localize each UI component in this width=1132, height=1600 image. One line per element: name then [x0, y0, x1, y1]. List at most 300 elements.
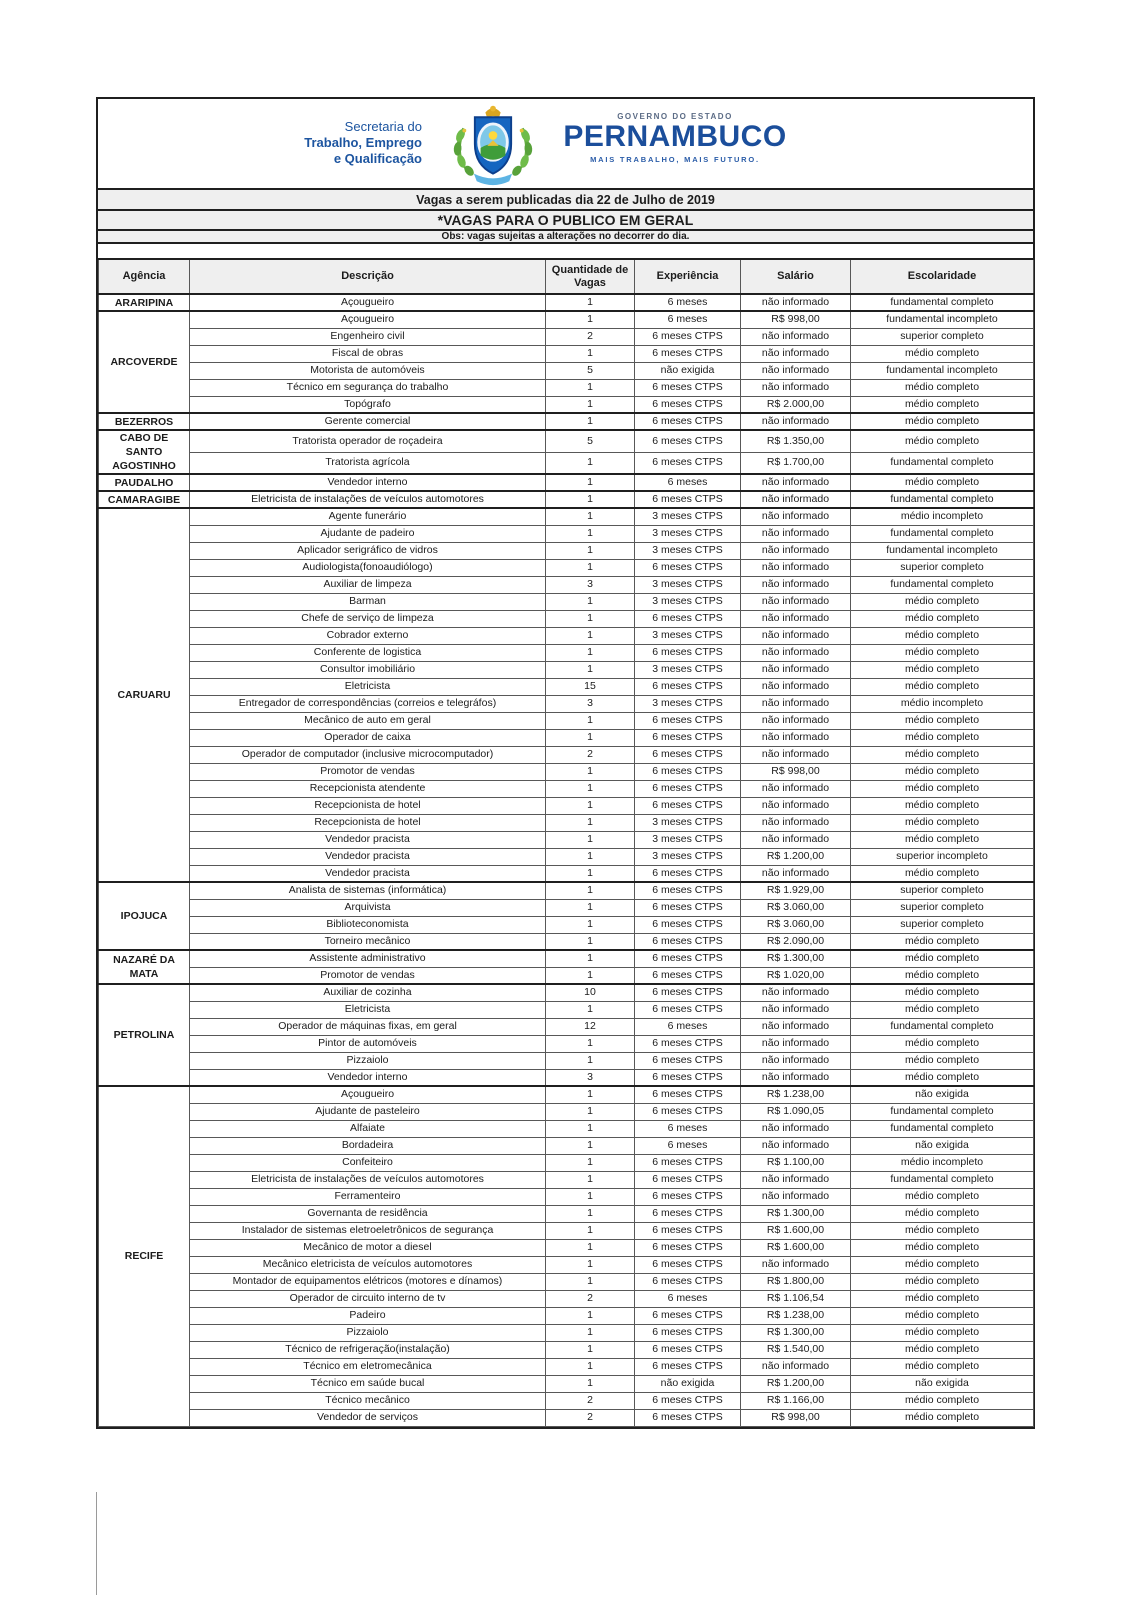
salary-cell: não informado: [741, 627, 851, 644]
education-cell: superior completo: [851, 882, 1034, 899]
description-cell: Governanta de residência: [190, 1205, 546, 1222]
salary-cell: não informado: [741, 593, 851, 610]
table-row: [99, 1290, 1034, 1307]
education-cell: médio completo: [851, 1188, 1034, 1205]
table-row: [99, 396, 1034, 413]
quantity-cell: 1: [546, 1154, 635, 1171]
experience-cell: 6 meses CTPS: [635, 950, 741, 967]
table-row: [99, 452, 1034, 474]
experience-cell: 6 meses CTPS: [635, 1086, 741, 1103]
salary-cell: não informado: [741, 474, 851, 491]
description-cell: Tratorista operador de roçadeira: [190, 430, 546, 452]
salary-cell: não informado: [741, 814, 851, 831]
salary-cell: não informado: [741, 644, 851, 661]
table-row: [99, 1222, 1034, 1239]
quantity-cell: 2: [546, 1290, 635, 1307]
quantity-cell: 1: [546, 933, 635, 950]
table-row: [99, 1358, 1034, 1375]
government-logo-topline: GOVERNO DO ESTADO: [617, 112, 733, 121]
description-cell: Operador de computador (inclusive microcomputador): [190, 746, 546, 763]
experience-cell: 6 meses CTPS: [635, 345, 741, 362]
salary-cell: R$ 1.929,00: [741, 882, 851, 899]
education-cell: médio completo: [851, 1290, 1034, 1307]
experience-cell: 6 meses CTPS: [635, 933, 741, 950]
vacancies-table: [98, 258, 1034, 1427]
table-row: [99, 848, 1034, 865]
quantity-cell: 2: [546, 746, 635, 763]
quantity-cell: 1: [546, 848, 635, 865]
table-row: [99, 413, 1034, 430]
table-row: [99, 559, 1034, 576]
salary-cell: R$ 1.600,00: [741, 1239, 851, 1256]
experience-cell: 6 meses CTPS: [635, 899, 741, 916]
description-cell: Técnico em eletromecânica: [190, 1358, 546, 1375]
quantity-cell: 1: [546, 1035, 635, 1052]
description-cell: Operador de caixa: [190, 729, 546, 746]
table-row: [99, 780, 1034, 797]
description-cell: Arquivista: [190, 899, 546, 916]
description-cell: Ajudante de padeiro: [190, 525, 546, 542]
quantity-cell: 1: [546, 1307, 635, 1324]
education-cell: fundamental completo: [851, 452, 1034, 474]
table-row: [99, 1069, 1034, 1086]
salary-cell: não informado: [741, 695, 851, 712]
description-cell: Operador de máquinas fixas, em geral: [190, 1018, 546, 1035]
table-row: [99, 379, 1034, 396]
description-cell: Recepcionista de hotel: [190, 797, 546, 814]
quantity-cell: 1: [546, 1137, 635, 1154]
experience-cell: 6 meses CTPS: [635, 780, 741, 797]
education-cell: médio completo: [851, 430, 1034, 452]
quantity-cell: 1: [546, 763, 635, 780]
education-cell: médio completo: [851, 1341, 1034, 1358]
table-row: [99, 627, 1034, 644]
education-cell: médio completo: [851, 1273, 1034, 1290]
experience-cell: 6 meses CTPS: [635, 1239, 741, 1256]
vacancies-tbody: [99, 294, 1034, 1426]
agency-cell: CARUARU: [99, 508, 190, 882]
spacer-band: [98, 242, 1033, 258]
description-cell: Engenheiro civil: [190, 328, 546, 345]
education-cell: médio completo: [851, 1307, 1034, 1324]
experience-cell: 6 meses CTPS: [635, 430, 741, 452]
description-cell: Vendedor de serviços: [190, 1409, 546, 1426]
education-cell: não exigida: [851, 1375, 1034, 1392]
description-cell: Pizzaiolo: [190, 1324, 546, 1341]
column-header-description: Descrição: [190, 259, 546, 294]
salary-cell: R$ 1.200,00: [741, 848, 851, 865]
experience-cell: 6 meses CTPS: [635, 452, 741, 474]
education-cell: médio completo: [851, 865, 1034, 882]
page-margin-rule: [96, 1492, 97, 1595]
experience-cell: 6 meses CTPS: [635, 379, 741, 396]
quantity-cell: 1: [546, 610, 635, 627]
description-cell: Auxiliar de cozinha: [190, 984, 546, 1001]
secretariat-name: [98, 119, 422, 167]
education-cell: médio completo: [851, 967, 1034, 984]
experience-cell: 6 meses CTPS: [635, 1035, 741, 1052]
experience-cell: 3 meses CTPS: [635, 525, 741, 542]
experience-cell: 6 meses CTPS: [635, 1001, 741, 1018]
quantity-cell: 1: [546, 525, 635, 542]
salary-cell: R$ 1.090,05: [741, 1103, 851, 1120]
education-cell: fundamental completo: [851, 1103, 1034, 1120]
description-cell: Recepcionista atendente: [190, 780, 546, 797]
salary-cell: não informado: [741, 379, 851, 396]
education-cell: fundamental completo: [851, 294, 1034, 311]
salary-cell: não informado: [741, 797, 851, 814]
description-cell: Vendedor interno: [190, 474, 546, 491]
description-cell: Pintor de automóveis: [190, 1035, 546, 1052]
description-cell: Técnico mecânico: [190, 1392, 546, 1409]
quantity-cell: 1: [546, 1375, 635, 1392]
salary-cell: não informado: [741, 1120, 851, 1137]
experience-cell: não exigida: [635, 1375, 741, 1392]
quantity-cell: 1: [546, 345, 635, 362]
experience-cell: 6 meses CTPS: [635, 1273, 741, 1290]
table-row: [99, 1103, 1034, 1120]
education-cell: médio completo: [851, 627, 1034, 644]
pernambuco-coat-of-arms-icon: [445, 101, 541, 187]
agency-cell: PETROLINA: [99, 984, 190, 1086]
experience-cell: 6 meses CTPS: [635, 1052, 741, 1069]
quantity-cell: 12: [546, 1018, 635, 1035]
table-row: [99, 967, 1034, 984]
table-row: [99, 1239, 1034, 1256]
table-row: [99, 916, 1034, 933]
quantity-cell: 1: [546, 593, 635, 610]
salary-cell: não informado: [741, 413, 851, 430]
table-row: [99, 430, 1034, 452]
table-row: [99, 1307, 1034, 1324]
quantity-cell: 1: [546, 1001, 635, 1018]
salary-cell: R$ 2.000,00: [741, 396, 851, 413]
salary-cell: não informado: [741, 1171, 851, 1188]
description-cell: Operador de circuito interno de tv: [190, 1290, 546, 1307]
table-row: [99, 328, 1034, 345]
quantity-cell: 10: [546, 984, 635, 1001]
quantity-cell: 1: [546, 508, 635, 525]
education-cell: médio completo: [851, 644, 1034, 661]
experience-cell: 6 meses: [635, 294, 741, 311]
description-cell: Audiologista(fonoaudiólogo): [190, 559, 546, 576]
salary-cell: não informado: [741, 294, 851, 311]
description-cell: Fiscal de obras: [190, 345, 546, 362]
table-row: [99, 984, 1034, 1001]
description-cell: Recepcionista de hotel: [190, 814, 546, 831]
description-cell: Aplicador serigráfico de vidros: [190, 542, 546, 559]
education-cell: médio completo: [851, 413, 1034, 430]
experience-cell: 6 meses CTPS: [635, 644, 741, 661]
experience-cell: 6 meses CTPS: [635, 396, 741, 413]
salary-cell: não informado: [741, 661, 851, 678]
quantity-cell: 1: [546, 882, 635, 899]
description-cell: Eletricista: [190, 678, 546, 695]
description-cell: Bordadeira: [190, 1137, 546, 1154]
salary-cell: não informado: [741, 1069, 851, 1086]
education-cell: médio completo: [851, 1358, 1034, 1375]
education-cell: médio completo: [851, 1205, 1034, 1222]
description-cell: Motorista de automóveis: [190, 362, 546, 379]
description-cell: Auxiliar de limpeza: [190, 576, 546, 593]
table-row: [99, 1205, 1034, 1222]
description-cell: Pizzaiolo: [190, 1052, 546, 1069]
quantity-cell: 1: [546, 831, 635, 848]
description-cell: Barman: [190, 593, 546, 610]
education-cell: médio completo: [851, 933, 1034, 950]
quantity-cell: 1: [546, 1171, 635, 1188]
experience-cell: 6 meses CTPS: [635, 491, 741, 508]
government-logo-tagline: MAIS TRABALHO, MAIS FUTURO.: [590, 155, 760, 164]
quantity-cell: 1: [546, 644, 635, 661]
table-row: [99, 1052, 1034, 1069]
agency-cell: ARCOVERDE: [99, 311, 190, 413]
experience-cell: 6 meses CTPS: [635, 1307, 741, 1324]
table-header-row: [99, 259, 1034, 294]
salary-cell: R$ 1.300,00: [741, 1205, 851, 1222]
experience-cell: 3 meses CTPS: [635, 695, 741, 712]
education-cell: médio completo: [851, 746, 1034, 763]
salary-cell: não informado: [741, 712, 851, 729]
experience-cell: 6 meses CTPS: [635, 882, 741, 899]
salary-cell: R$ 1.100,00: [741, 1154, 851, 1171]
salary-cell: não informado: [741, 831, 851, 848]
education-cell: médio completo: [851, 1052, 1034, 1069]
table-row: [99, 345, 1034, 362]
quantity-cell: 1: [546, 661, 635, 678]
agency-cell: BEZERROS: [99, 413, 190, 430]
government-logo-name: PERNAMBUCO: [563, 120, 787, 153]
description-cell: Eletricista de instalações de veículos automotores: [190, 491, 546, 508]
table-row: [99, 1409, 1034, 1426]
quantity-cell: 1: [546, 1222, 635, 1239]
education-cell: médio completo: [851, 763, 1034, 780]
table-row: [99, 729, 1034, 746]
experience-cell: 3 meses CTPS: [635, 848, 741, 865]
quantity-cell: 1: [546, 780, 635, 797]
salary-cell: não informado: [741, 984, 851, 1001]
experience-cell: 6 meses CTPS: [635, 797, 741, 814]
salary-cell: não informado: [741, 678, 851, 695]
description-cell: Mecânico de auto em geral: [190, 712, 546, 729]
experience-cell: 6 meses CTPS: [635, 1341, 741, 1358]
table-row: [99, 1137, 1034, 1154]
table-row: [99, 950, 1034, 967]
table-row: [99, 593, 1034, 610]
education-cell: médio completo: [851, 984, 1034, 1001]
quantity-cell: 1: [546, 1341, 635, 1358]
salary-cell: não informado: [741, 1137, 851, 1154]
quantity-cell: 1: [546, 542, 635, 559]
education-cell: fundamental incompleto: [851, 542, 1034, 559]
salary-cell: não informado: [741, 1188, 851, 1205]
quantity-cell: 1: [546, 491, 635, 508]
secretariat-line2: Trabalho, Emprego: [304, 135, 422, 150]
experience-cell: 6 meses: [635, 474, 741, 491]
description-cell: Vendedor pracista: [190, 865, 546, 882]
experience-cell: 6 meses CTPS: [635, 916, 741, 933]
education-cell: médio completo: [851, 345, 1034, 362]
agency-cell: PAUDALHO: [99, 474, 190, 491]
table-row: [99, 1035, 1034, 1052]
experience-cell: 3 meses CTPS: [635, 831, 741, 848]
salary-cell: não informado: [741, 576, 851, 593]
table-row: [99, 678, 1034, 695]
quantity-cell: 1: [546, 1103, 635, 1120]
description-cell: Técnico de refrigeração(instalação): [190, 1341, 546, 1358]
government-logo: [550, 112, 800, 164]
description-cell: Agente funerário: [190, 508, 546, 525]
agency-cell: ARARIPINA: [99, 294, 190, 311]
experience-cell: 6 meses: [635, 1290, 741, 1307]
experience-cell: 6 meses CTPS: [635, 559, 741, 576]
salary-cell: R$ 1.300,00: [741, 950, 851, 967]
document-note: Obs: vagas sujeitas a alterações no decorrer do dia.: [98, 229, 1033, 242]
salary-cell: não informado: [741, 362, 851, 379]
education-cell: médio completo: [851, 1256, 1034, 1273]
salary-cell: R$ 1.166,00: [741, 1392, 851, 1409]
quantity-cell: 1: [546, 950, 635, 967]
description-cell: Conferente de logistica: [190, 644, 546, 661]
quantity-cell: 1: [546, 1086, 635, 1103]
experience-cell: 6 meses CTPS: [635, 1154, 741, 1171]
education-cell: médio incompleto: [851, 508, 1034, 525]
quantity-cell: 1: [546, 1324, 635, 1341]
education-cell: não exigida: [851, 1086, 1034, 1103]
table-row: [99, 1001, 1034, 1018]
salary-cell: R$ 1.350,00: [741, 430, 851, 452]
table-row: [99, 763, 1034, 780]
experience-cell: 3 meses CTPS: [635, 576, 741, 593]
table-row: [99, 933, 1034, 950]
table-row: [99, 508, 1034, 525]
description-cell: Açougueiro: [190, 311, 546, 328]
education-cell: superior incompleto: [851, 848, 1034, 865]
agency-cell: IPOJUCA: [99, 882, 190, 950]
document-subtitle: *VAGAS PARA O PUBLICO EM GERAL: [98, 209, 1033, 229]
quantity-cell: 1: [546, 1120, 635, 1137]
experience-cell: 6 meses CTPS: [635, 1188, 741, 1205]
experience-cell: 6 meses CTPS: [635, 1324, 741, 1341]
description-cell: Analista de sistemas (informática): [190, 882, 546, 899]
experience-cell: 6 meses: [635, 1018, 741, 1035]
quantity-cell: 1: [546, 311, 635, 328]
experience-cell: 6 meses CTPS: [635, 1205, 741, 1222]
experience-cell: 6 meses CTPS: [635, 865, 741, 882]
quantity-cell: 1: [546, 1358, 635, 1375]
description-cell: Tratorista agrícola: [190, 452, 546, 474]
quantity-cell: 15: [546, 678, 635, 695]
salary-cell: não informado: [741, 1018, 851, 1035]
description-cell: Alfaiate: [190, 1120, 546, 1137]
education-cell: médio completo: [851, 831, 1034, 848]
experience-cell: 3 meses CTPS: [635, 814, 741, 831]
experience-cell: 6 meses CTPS: [635, 1256, 741, 1273]
table-row: [99, 831, 1034, 848]
description-cell: Promotor de vendas: [190, 967, 546, 984]
salary-cell: R$ 1.020,00: [741, 967, 851, 984]
experience-cell: 6 meses CTPS: [635, 967, 741, 984]
quantity-cell: 1: [546, 1239, 635, 1256]
table-row: [99, 1018, 1034, 1035]
description-cell: Ajudante de pasteleiro: [190, 1103, 546, 1120]
experience-cell: 6 meses CTPS: [635, 1358, 741, 1375]
quantity-cell: 1: [546, 865, 635, 882]
quantity-cell: 1: [546, 413, 635, 430]
quantity-cell: 1: [546, 474, 635, 491]
education-cell: médio completo: [851, 678, 1034, 695]
letterhead: [98, 99, 1033, 188]
education-cell: médio completo: [851, 1239, 1034, 1256]
quantity-cell: 2: [546, 328, 635, 345]
table-row: [99, 1324, 1034, 1341]
table-row: [99, 576, 1034, 593]
table-row: [99, 899, 1034, 916]
table-row: [99, 1341, 1034, 1358]
quantity-cell: 2: [546, 1392, 635, 1409]
experience-cell: 6 meses CTPS: [635, 712, 741, 729]
experience-cell: 3 meses CTPS: [635, 593, 741, 610]
education-cell: médio completo: [851, 1392, 1034, 1409]
table-row: [99, 362, 1034, 379]
table-row: [99, 525, 1034, 542]
experience-cell: 6 meses: [635, 1120, 741, 1137]
experience-cell: 6 meses CTPS: [635, 1392, 741, 1409]
education-cell: médio completo: [851, 712, 1034, 729]
education-cell: superior completo: [851, 559, 1034, 576]
experience-cell: 6 meses: [635, 311, 741, 328]
education-cell: médio completo: [851, 814, 1034, 831]
experience-cell: 6 meses CTPS: [635, 610, 741, 627]
experience-cell: 6 meses CTPS: [635, 413, 741, 430]
salary-cell: não informado: [741, 491, 851, 508]
quantity-cell: 1: [546, 627, 635, 644]
table-row: [99, 542, 1034, 559]
description-cell: Vendedor interno: [190, 1069, 546, 1086]
education-cell: médio completo: [851, 661, 1034, 678]
quantity-cell: 1: [546, 1052, 635, 1069]
experience-cell: 6 meses CTPS: [635, 746, 741, 763]
experience-cell: não exigida: [635, 362, 741, 379]
salary-cell: não informado: [741, 559, 851, 576]
table-row: [99, 712, 1034, 729]
education-cell: médio completo: [851, 780, 1034, 797]
description-cell: Chefe de serviço de limpeza: [190, 610, 546, 627]
description-cell: Vendedor pracista: [190, 831, 546, 848]
education-cell: médio completo: [851, 1324, 1034, 1341]
quantity-cell: 3: [546, 576, 635, 593]
education-cell: médio incompleto: [851, 1154, 1034, 1171]
education-cell: médio completo: [851, 950, 1034, 967]
description-cell: Instalador de sistemas eletroeletrônicos de segurança: [190, 1222, 546, 1239]
quantity-cell: 5: [546, 362, 635, 379]
description-cell: Padeiro: [190, 1307, 546, 1324]
description-cell: Ferramenteiro: [190, 1188, 546, 1205]
description-cell: Gerente comercial: [190, 413, 546, 430]
salary-cell: não informado: [741, 610, 851, 627]
quantity-cell: 1: [546, 1188, 635, 1205]
column-header-salary: Salário: [741, 259, 851, 294]
table-row: [99, 610, 1034, 627]
education-cell: médio completo: [851, 396, 1034, 413]
salary-cell: R$ 998,00: [741, 1409, 851, 1426]
table-row: [99, 1154, 1034, 1171]
salary-cell: não informado: [741, 729, 851, 746]
table-row: [99, 695, 1034, 712]
salary-cell: R$ 3.060,00: [741, 899, 851, 916]
salary-cell: não informado: [741, 1001, 851, 1018]
description-cell: Vendedor pracista: [190, 848, 546, 865]
